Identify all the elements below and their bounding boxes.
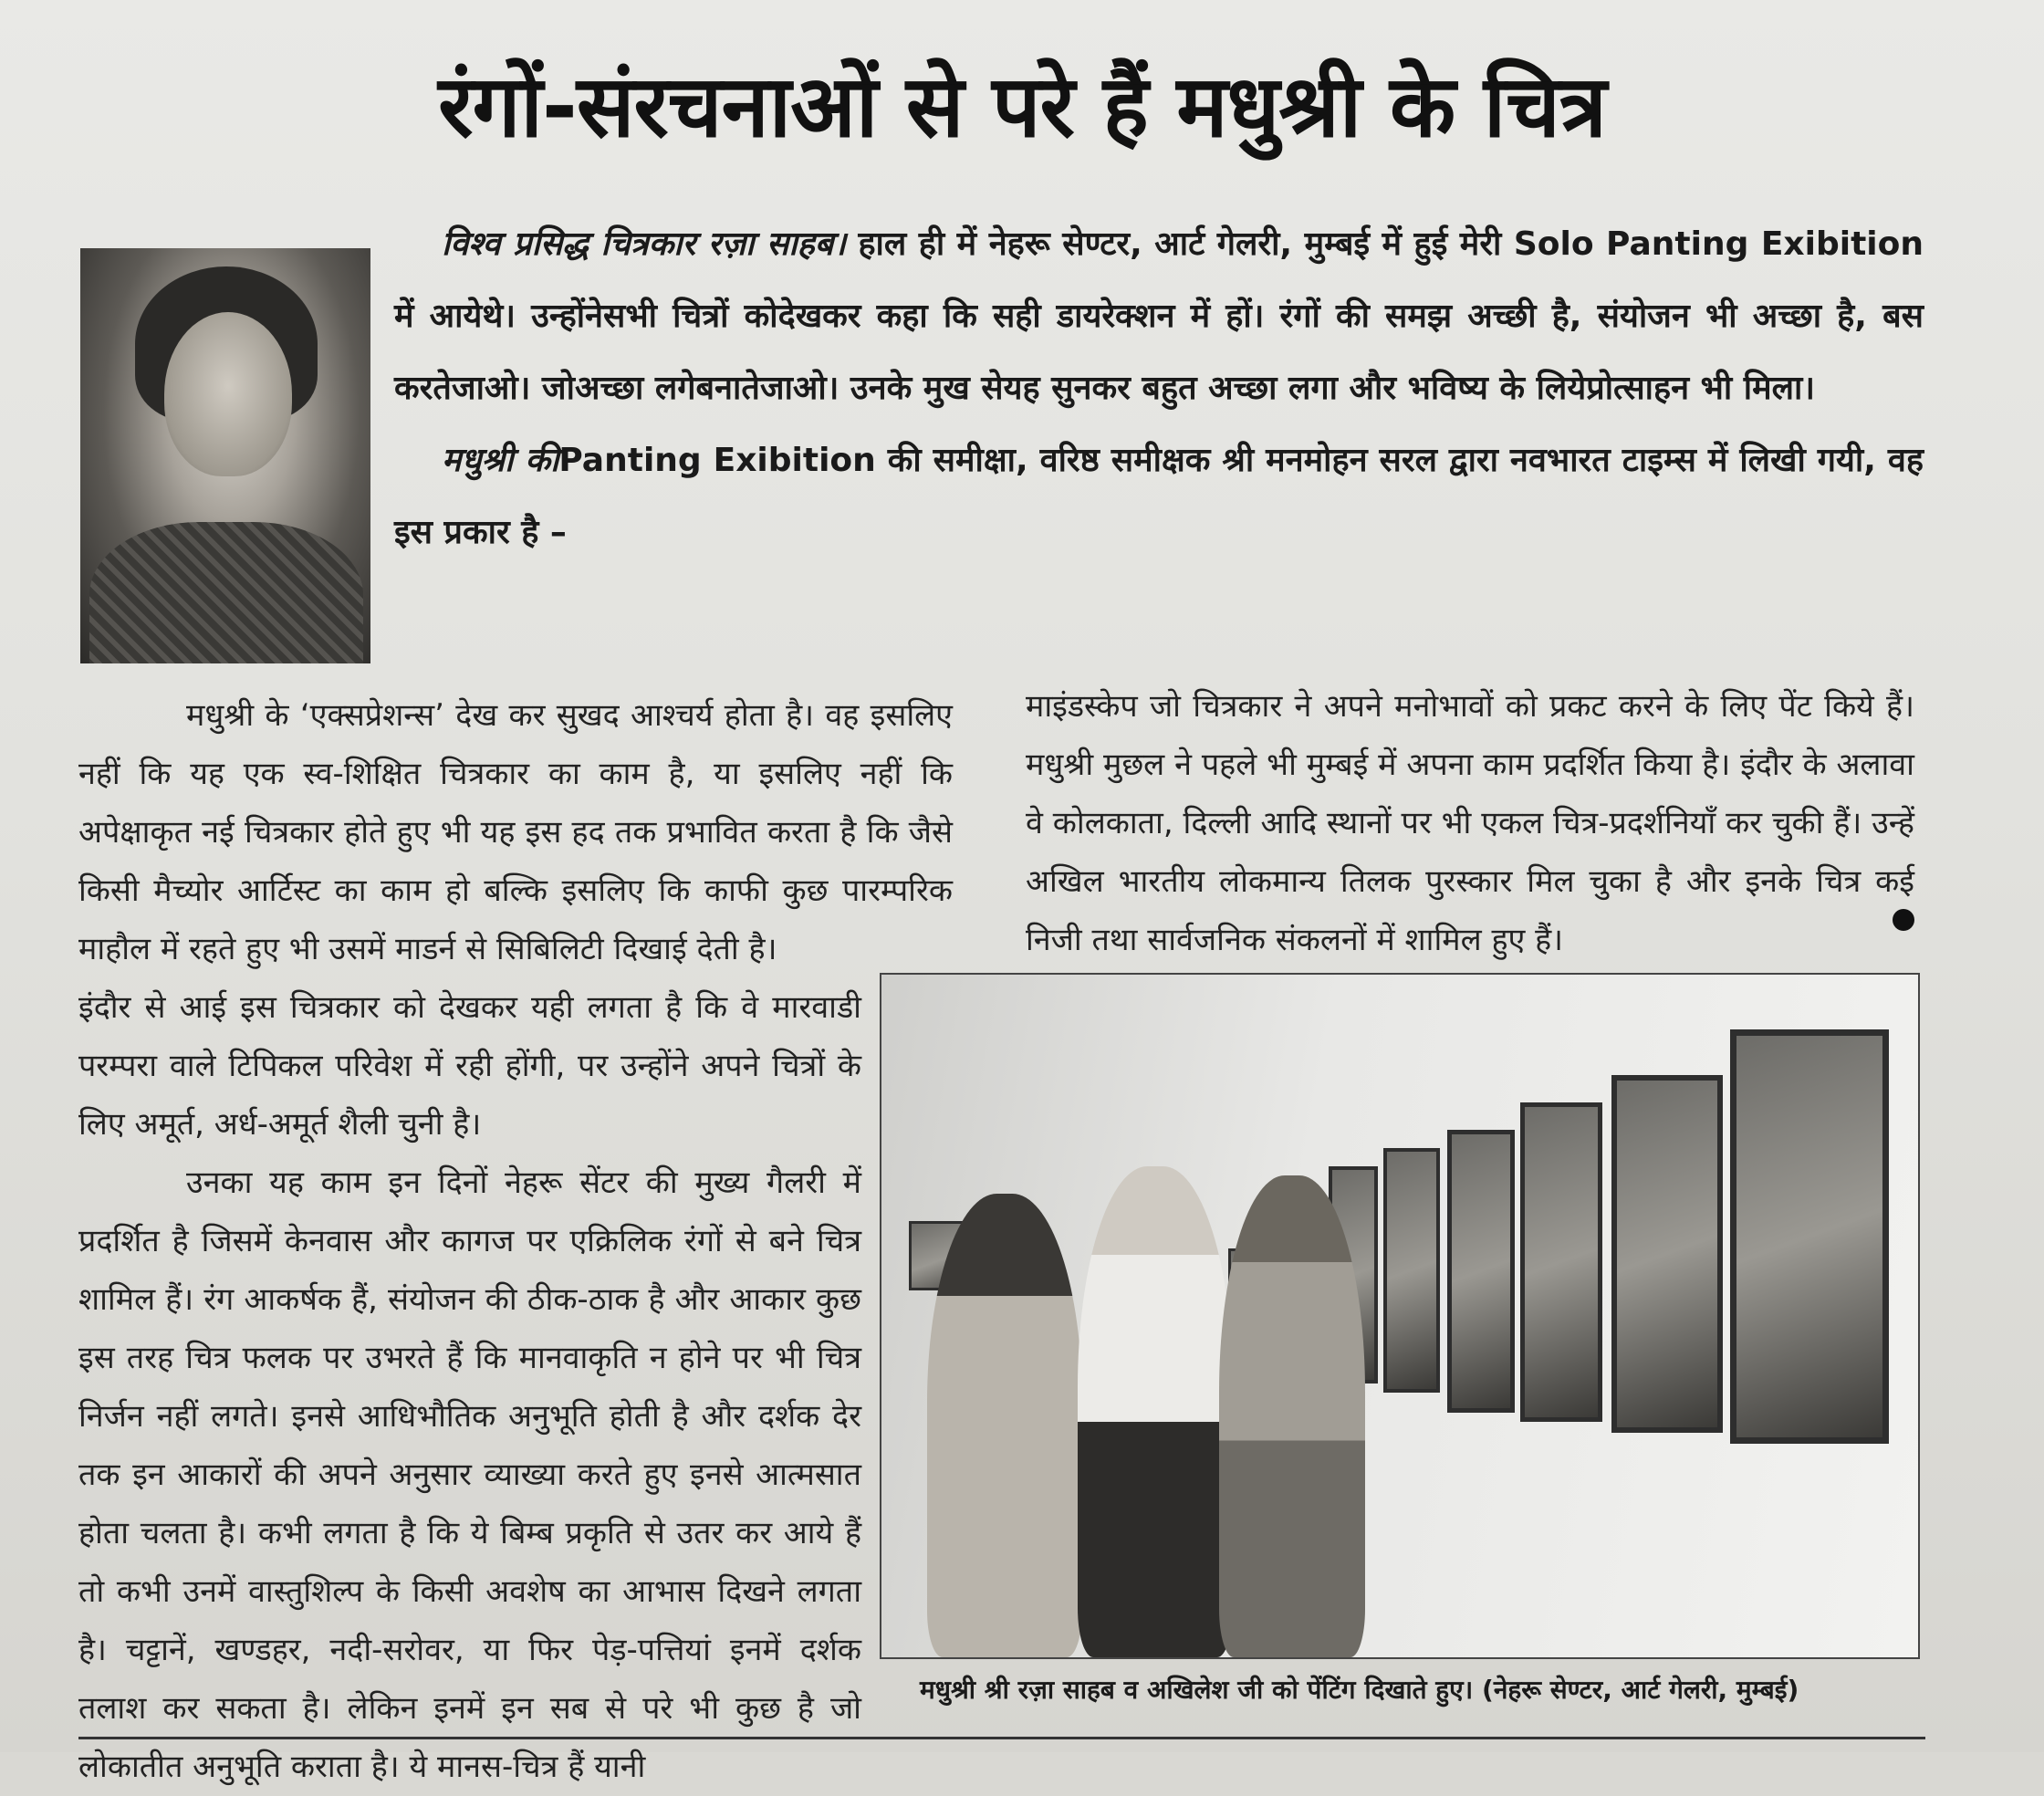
intro-italic-1: विश्व प्रसिद्ध चित्रकार रज़ा साहब। [442, 225, 846, 263]
painting-frame [1447, 1130, 1515, 1413]
article-headline: रंगों-संरचनाओं से परे हैं मधुश्री के चित्र [438, 57, 1606, 157]
painting-frame [1611, 1075, 1723, 1433]
intro-paragraph-1 [394, 208, 1924, 424]
person-akhilesh [1219, 1175, 1365, 1657]
left-column-bottom [78, 978, 861, 1796]
intro-text-2: Panting Exibition की समीक्षा, वरिष्ठ समीक्षक श्री मनमोहन सरल द्वारा नवभारत टाइम्स में लिखी गयी, वह इस प्रकार है – [394, 442, 1924, 551]
author-portrait-photo [80, 248, 370, 663]
painting-frame [1730, 1029, 1889, 1444]
photo-caption: मधुश्री श्री रज़ा साहब व अखिलेश जी को पेंटिंग दिखाते हुए। (नेहरू सेण्टर, आर्ट गेलरी, मुम्बई) [920, 1675, 1799, 1705]
end-of-article-bullet [1893, 909, 1914, 931]
intro-italic-2: मधुश्री की [442, 442, 559, 479]
right-column [1026, 677, 1914, 969]
bottom-rule [78, 1737, 1925, 1739]
person-madhushri [927, 1194, 1082, 1657]
portrait-saree [89, 522, 363, 663]
left-paragraph-1-start: मधुश्री के ‘एक्सप्रेशन्स’ देख कर सुखद आश्चर्य होता है। वह इसलिए नहीं कि यह एक स्व-शिक्षित चित्रकार का काम है, या इसलिए नहीं कि अपेक्षाकृत नई चित्रकार होते हुए भी यह इस हद तक प्रभावित करता है कि जैसे किसी मैच्योर आर्टिस्ट का काम हो बल्कि इसलिए कि काफी कुछ पारम्परिक माहौल में रहते हुए भी उसमें माडर्न से सिबिलिटी दिखाई देती है। [78, 697, 953, 967]
left-column-top [78, 686, 953, 978]
left-paragraph-2: उनका यह काम इन दिनों नेहरू सेंटर की मुख्य गैलरी में प्रदर्शित है जिसमें केनवास और कागज पर एक्रिलिक रंगों से बने चित्र शामिल हैं। रंग आकर्षक हैं, संयोजन की ठीक-ठाक है और आकार कुछ इस तरह चित्र फलक पर उभरते हैं कि मानवाकृति न होने पर भी चित्र निर्जन नहीं लगते। इनसे आधिभौतिक अनुभूति होती है और दर्शक देर तक इन आकारों की अपने अनुसार व्याख्या करते हुए इनसे आत्मसात होता चलता है। कभी लगता है कि ये बिम्ब प्रकृति से उतर कर आये हैं तो कभी उनमें वास्तुशिल्प के किसी अवशेष का आभास दिखने लगता है। चट्टानें, खण्डहर, नदी-सरोवर, या फिर पेड़-पत्तियां इनमें दर्शक तलाश कर सकता है। लेकिन इनमें इन सब से परे भी कुछ है जो लोकातीत अनुभूति कराता है। ये मानस-चित्र हैं यानी [78, 1164, 861, 1785]
left-paragraph-1-rest: इंदौर से आई इस चित्रकार को देखकर यही लगता है कि वे मारवाडी परम्परा वाले टिपिकल परिवेश में रही होंगी, पर उन्होंने अपने चित्रों के लिए अमूर्त, अर्ध-अमूर्त शैली चुनी है। [78, 989, 861, 1143]
intro-text-1: हाल ही में नेहरू सेण्टर, आर्ट गेलरी, मुम्बई में हुई मेरी Solo Panting Exibition में आयेथे। उन्होंनेसभी चित्रों कोदेखकर कहा कि सही डायरेक्शन में हों। रंगों की समझ अच्छी है, संयोजन भी अच्छा है, बस करतेजाओ। जोअच्छा लगेबनातेजाओ। उनके मुख सेयह सुनकर बहुत अच्छा लगा और भविष्य के लियेप्रोत्साहन भी मिला। [394, 225, 1924, 407]
right-paragraph: माइंडस्केप जो चित्रकार ने अपने मनोभावों को प्रकट करने के लिए पेंट किये हैं। मधुश्री मुछल ने पहले भी मुम्बई में अपना काम प्रदर्शित किया है। इंदौर के अलावा वे कोलकाता, दिल्ली आदि स्थानों पर भी एकल चित्र-प्रदर्शनियाँ कर चुकी हैं। उन्हें अखिल भारतीय लोकमान्य तिलक पुरस्कार मिल चुका है और इनके चित्र कई निजी तथा सार्वजनिक संकलनों में शामिल हुए हैं। [1026, 688, 1914, 958]
intro-paragraph-2 [394, 424, 1924, 569]
painting-frame [1520, 1102, 1602, 1422]
gallery-photo [880, 973, 1920, 1659]
intro-text [394, 208, 1924, 569]
portrait-face [164, 312, 292, 476]
person-raza [1078, 1166, 1233, 1657]
painting-frame [1383, 1148, 1440, 1393]
